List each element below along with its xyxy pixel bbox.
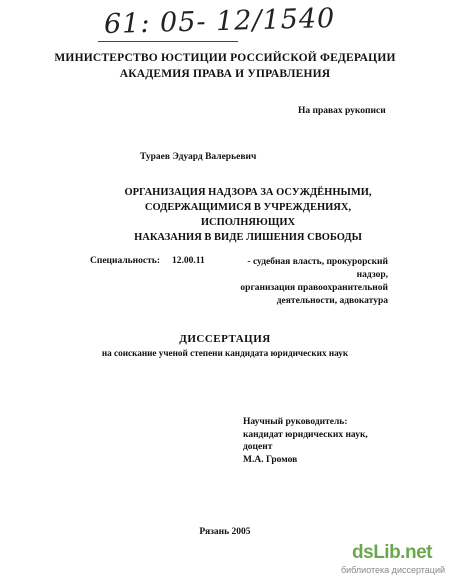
supervisor-rank: доцент — [243, 442, 273, 452]
dissertation-title — [118, 185, 378, 245]
dslib-logo — [352, 542, 432, 564]
ministry-heading: МИНИСТЕРСТВО ЮСТИЦИИ РОССИЙСКОЙ ФЕДЕРАЦИИ — [54, 52, 396, 64]
rights-note: На правах рукописи — [298, 106, 386, 116]
dissertation-heading: ДИССЕРТАЦИЯ — [179, 333, 271, 345]
city-year: Рязань 2005 — [199, 527, 251, 537]
specialty-line-3: деятельности, адвокатура — [276, 296, 388, 306]
specialty-line-2: организация правоохранительной — [240, 283, 388, 293]
archive-stamp: 61: 05- 12/1540 — [103, 2, 336, 41]
logo-rest: Lib.net — [373, 542, 432, 563]
stamp-underline — [98, 41, 238, 42]
academy-heading: АКАДЕМИЯ ПРАВА И УПРАВЛЕНИЯ — [119, 68, 331, 80]
title-line-2: СОДЕРЖАЩИМИСЯ В УЧРЕЖДЕНИЯХ, ИСПОЛНЯЮЩИХ — [144, 202, 352, 228]
logo-ds: ds — [352, 542, 374, 563]
title-line-1: ОРГАНИЗАЦИЯ НАДЗОРА ЗА ОСУЖДЁННЫМИ, — [124, 187, 372, 198]
author-name: Тураев Эдуард Валерьевич — [140, 152, 257, 162]
dissertation-subtitle: на соискание ученой степени кандидата юридических наук — [101, 348, 349, 358]
supervisor-name: М.А. Громов — [243, 454, 298, 465]
dslib-subtitle: библиотека диссертаций — [341, 565, 446, 575]
title-line-3: НАКАЗАНИЯ В ВИДЕ ЛИШЕНИЯ СВОБОДЫ — [134, 232, 362, 243]
supervisor-role: Научный руководитель: — [243, 417, 348, 427]
specialty-code: 12.00.11 — [172, 256, 205, 266]
specialty-label: Специальность: — [90, 256, 160, 266]
supervisor-degree: кандидат юридических наук, — [243, 429, 368, 440]
specialty-description — [228, 256, 388, 308]
specialty-line-1: - судебная власть, прокурорский надзор, — [247, 257, 388, 280]
supervisor-block — [243, 416, 368, 466]
